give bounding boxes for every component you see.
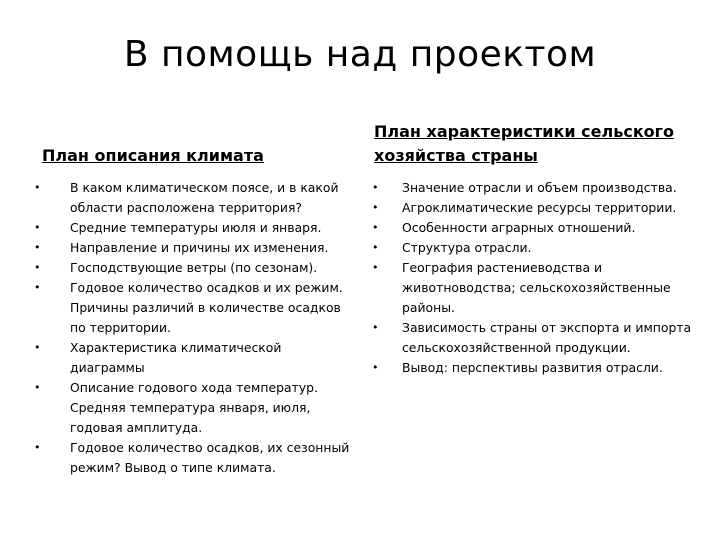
right-bullet-list — [372, 178, 694, 378]
right-column-heading: План характеристики сельского хозяйства страны — [374, 122, 675, 165]
slide-title: В помощь над проектом — [123, 34, 597, 75]
list-item: • Значение отрасли и объем производства. — [372, 178, 694, 198]
list-item: • Зависимость страны от экспорта и импорта сельскохозяйственной продукции. — [372, 318, 694, 358]
list-item: • География растениеводства и животноводства; сельскохозяйственные районы. — [372, 258, 694, 318]
left-bullet-list — [40, 178, 360, 478]
list-item: • Средние температуры июля и января. — [40, 218, 360, 238]
list-item: • Вывод: перспективы развития отрасли. — [372, 358, 694, 378]
left-column — [40, 92, 360, 478]
right-column — [372, 92, 694, 378]
list-item: • Направление и причины их изменения. — [40, 238, 360, 258]
list-item: • Господствующие ветры (по сезонам). — [40, 258, 360, 278]
list-item: • В каком климатическом поясе, и в какой области расположена территория? — [40, 178, 360, 218]
list-item: • Агроклиматические ресурсы территории. — [372, 198, 694, 218]
list-item: • Характеристика климатической диаграммы — [40, 338, 360, 378]
list-item: • Годовое количество осадков и их режим. Причины различий в количестве осадков по территории. — [40, 278, 360, 338]
left-column-heading: План описания климата — [42, 146, 264, 165]
list-item: • Структура отрасли. — [372, 238, 694, 258]
list-item: • Годовое количество осадков, их сезонный режим? Вывод о типе климата. — [40, 438, 360, 478]
list-item: • Особенности аграрных отношений. — [372, 218, 694, 238]
list-item: • Описание годового хода температур. Средняя температура января, июля, годовая амплитуда. — [40, 378, 360, 438]
